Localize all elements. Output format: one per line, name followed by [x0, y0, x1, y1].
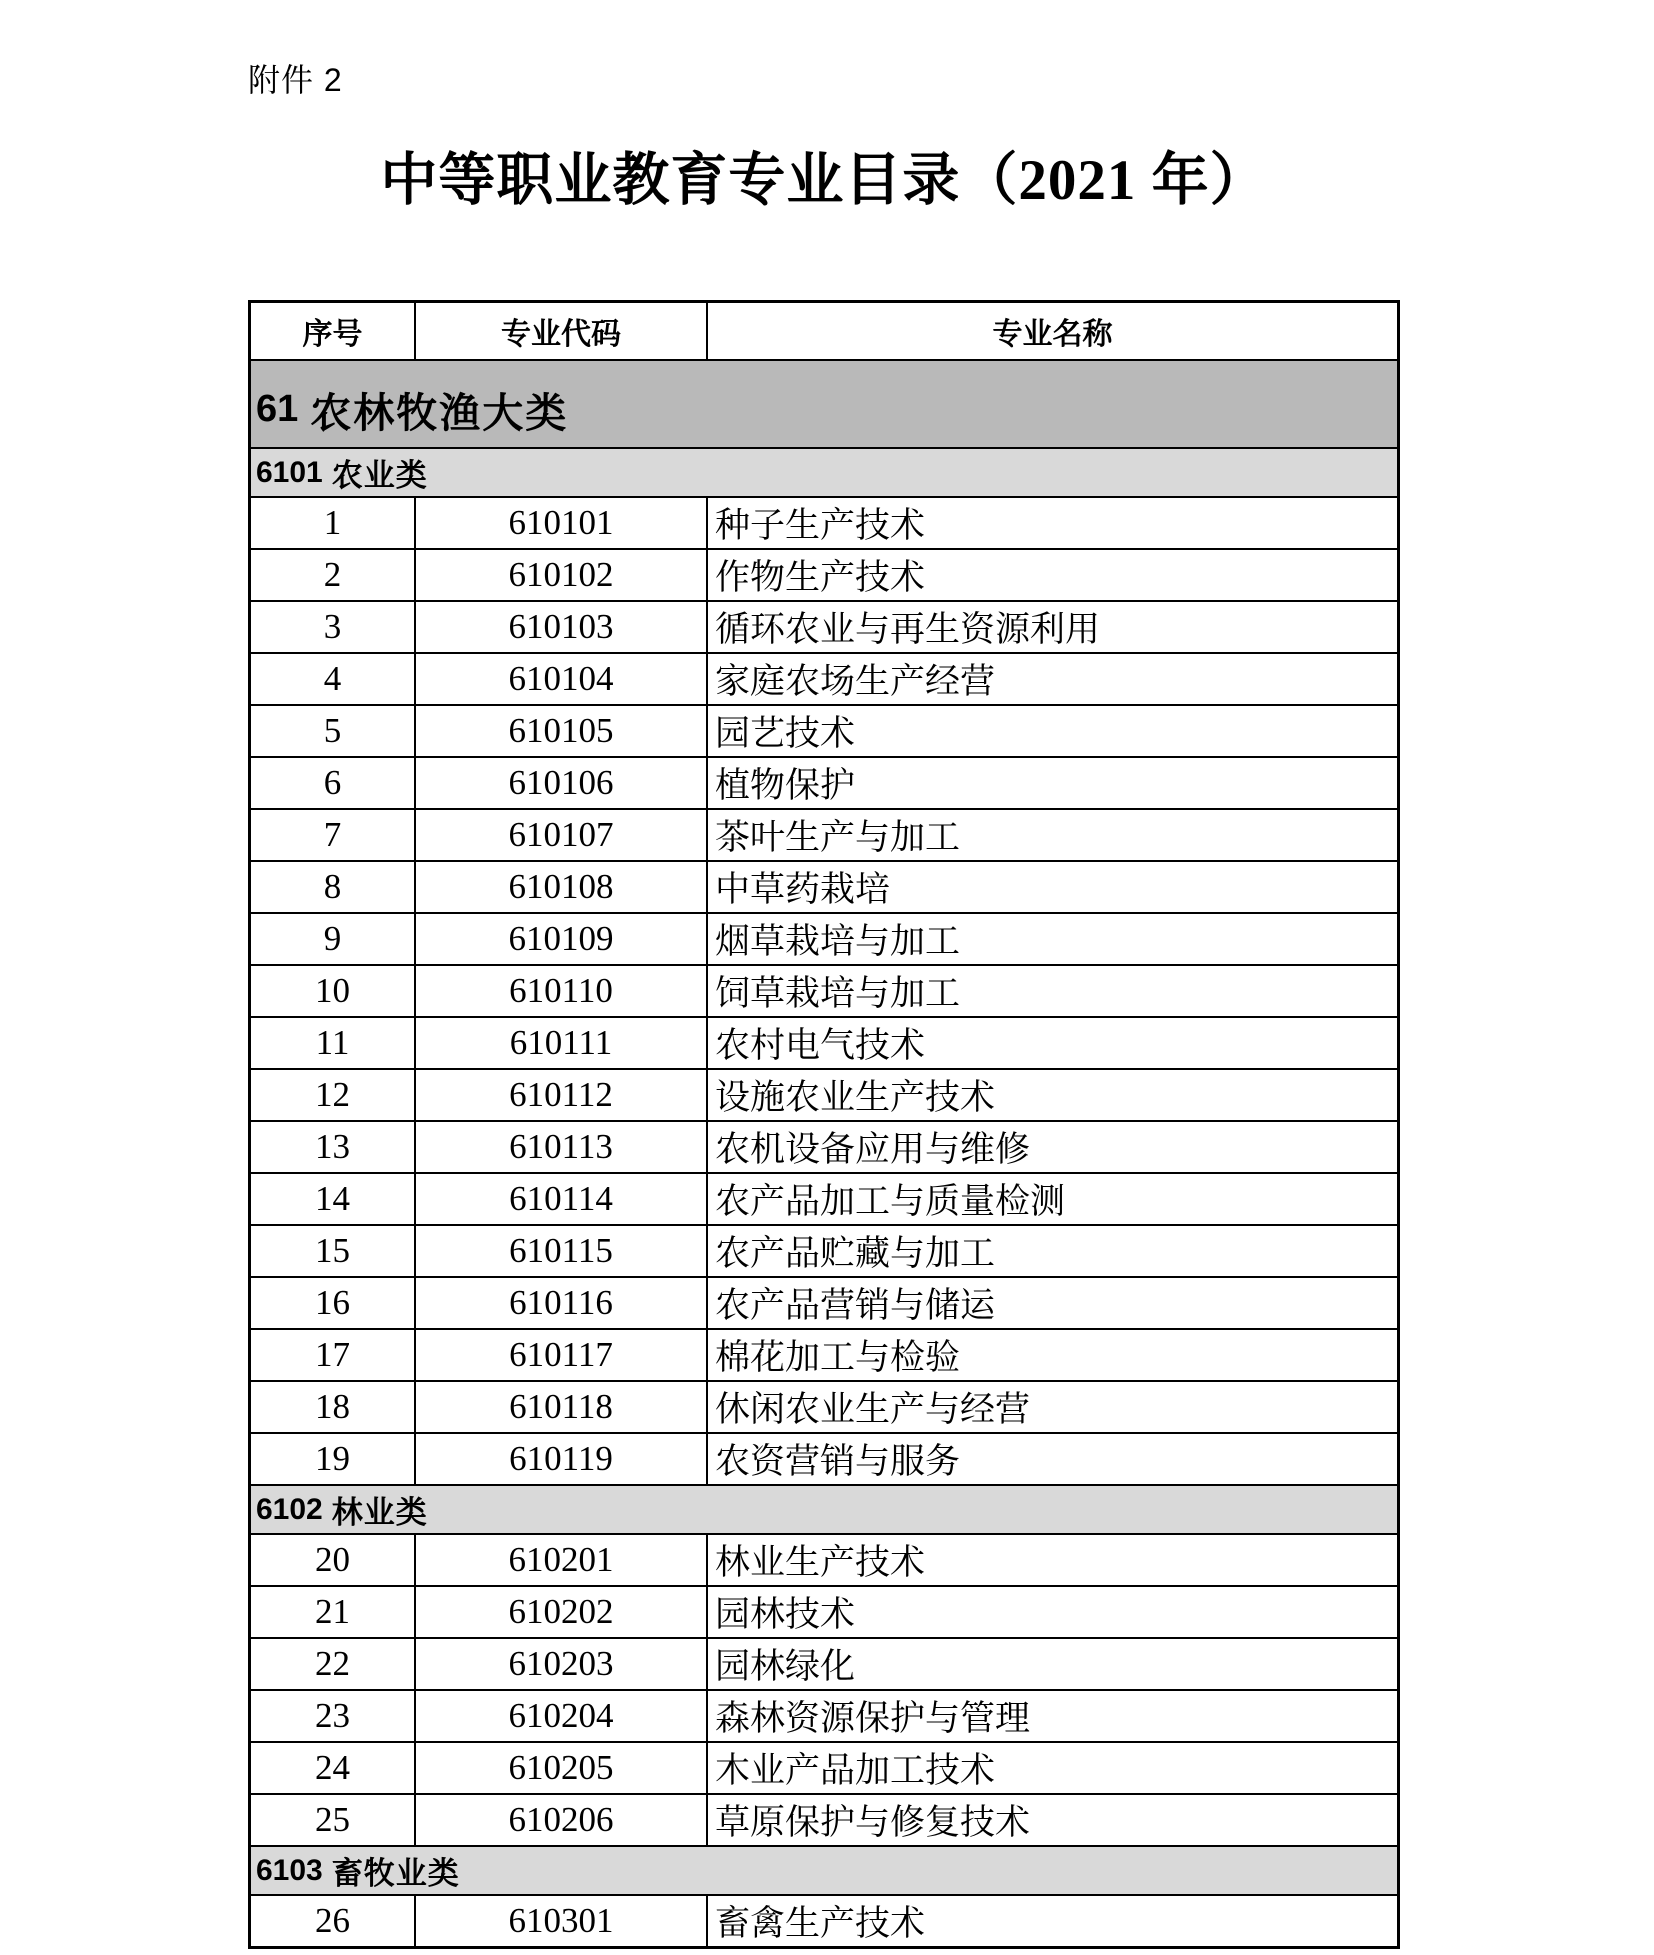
- code-cell: 610106: [414, 758, 706, 808]
- band-cell: [251, 1486, 1397, 1533]
- name-cell: 休闲农业生产与经营: [706, 1382, 1397, 1432]
- serial-cell: 5: [323, 711, 342, 750]
- table-row: [251, 964, 1397, 1016]
- table-row: [251, 1637, 1397, 1689]
- code-cell: 610114: [414, 1174, 706, 1224]
- category-band: [251, 359, 1397, 447]
- table-row: [251, 704, 1397, 756]
- table-row: [251, 496, 1397, 548]
- band-code: 6102: [256, 1492, 323, 1526]
- table-row: [251, 1432, 1397, 1484]
- serial-cell: 11: [315, 1023, 350, 1062]
- serial-cell: 22: [315, 1644, 350, 1683]
- band-label: 农业类: [331, 458, 428, 493]
- code-cell: 610109: [414, 914, 706, 964]
- code-cell: 610115: [414, 1226, 706, 1276]
- table-row: [251, 1224, 1397, 1276]
- code-cell: 610102: [414, 550, 706, 600]
- band-cell: [251, 449, 1397, 496]
- header-code: 专业代码: [414, 303, 706, 359]
- name-cell: 草原保护与修复技术: [706, 1795, 1397, 1845]
- code-cell: 610202: [414, 1587, 706, 1637]
- name-cell: 农产品加工与质量检测: [706, 1174, 1397, 1224]
- band-label: 林业类: [331, 1495, 428, 1530]
- subcategory-band: [251, 1484, 1397, 1533]
- code-cell: 610203: [414, 1639, 706, 1689]
- name-cell: 种子生产技术: [706, 498, 1397, 548]
- name-cell: 家庭农场生产经营: [706, 654, 1397, 704]
- name-cell: 农产品营销与储运: [706, 1278, 1397, 1328]
- serial-cell: 18: [315, 1387, 350, 1426]
- serial-cell: 13: [315, 1127, 350, 1166]
- name-cell: 农机设备应用与维修: [706, 1122, 1397, 1172]
- serial-cell: 20: [315, 1540, 350, 1579]
- code-cell: 610101: [414, 498, 706, 548]
- name-cell: 森林资源保护与管理: [706, 1691, 1397, 1741]
- serial-cell: 21: [315, 1592, 350, 1631]
- name-cell: 园艺技术: [706, 706, 1397, 756]
- name-cell: 园林技术: [706, 1587, 1397, 1637]
- band-label: 农林牧渔大类: [310, 389, 569, 436]
- code-cell: 610204: [414, 1691, 706, 1741]
- code-cell: 610116: [414, 1278, 706, 1328]
- header-serial: 序号: [302, 318, 363, 351]
- code-cell: 610103: [414, 602, 706, 652]
- band-cell: [251, 361, 1397, 447]
- name-cell: 茶叶生产与加工: [706, 810, 1397, 860]
- serial-cell: 15: [315, 1231, 350, 1270]
- serial-cell: 14: [315, 1179, 350, 1218]
- table-row: [251, 1016, 1397, 1068]
- serial-cell: 12: [315, 1075, 350, 1114]
- table-row: [251, 1533, 1397, 1585]
- attachment-label: 附件 2: [248, 62, 343, 98]
- code-cell: 610107: [414, 810, 706, 860]
- name-cell: 农村电气技术: [706, 1018, 1397, 1068]
- serial-cell: 9: [323, 919, 342, 958]
- header-name: 专业名称: [706, 303, 1397, 359]
- serial-cell: 23: [315, 1696, 350, 1735]
- name-cell: 木业产品加工技术: [706, 1743, 1397, 1793]
- name-cell: 农资营销与服务: [706, 1434, 1397, 1484]
- table-row: [251, 1741, 1397, 1793]
- band-code: 6103: [256, 1853, 323, 1887]
- code-cell: 610205: [414, 1743, 706, 1793]
- table-row: [251, 808, 1397, 860]
- table-row: [251, 1276, 1397, 1328]
- table-row: [251, 860, 1397, 912]
- table-row: [251, 1172, 1397, 1224]
- name-cell: 设施农业生产技术: [706, 1070, 1397, 1120]
- table-row: [251, 1585, 1397, 1637]
- code-cell: 610104: [414, 654, 706, 704]
- serial-cell: 4: [323, 659, 342, 698]
- name-cell: 植物保护: [706, 758, 1397, 808]
- code-cell: 610108: [414, 862, 706, 912]
- code-cell: 610105: [414, 706, 706, 756]
- subcategory-band: [251, 1845, 1397, 1894]
- band-label: 畜牧业类: [331, 1856, 460, 1891]
- code-cell: 610301: [414, 1896, 706, 1946]
- subcategory-band: [251, 447, 1397, 496]
- table-row: [251, 912, 1397, 964]
- serial-cell: 3: [323, 607, 342, 646]
- code-cell: 610111: [414, 1018, 706, 1068]
- name-cell: 园林绿化: [706, 1639, 1397, 1689]
- name-cell: 饲草栽培与加工: [706, 966, 1397, 1016]
- table-header-row: [251, 303, 1397, 359]
- table-row: [251, 1793, 1397, 1845]
- band-code: 61: [256, 387, 299, 430]
- table-row: [251, 1068, 1397, 1120]
- serial-cell: 17: [315, 1335, 350, 1374]
- table-row: [251, 600, 1397, 652]
- serial-cell: 1: [323, 503, 342, 542]
- code-cell: 610117: [414, 1330, 706, 1380]
- table-row: [251, 1689, 1397, 1741]
- serial-cell: 8: [323, 867, 342, 906]
- name-cell: 作物生产技术: [706, 550, 1397, 600]
- serial-cell: 24: [315, 1748, 350, 1787]
- serial-cell: 26: [315, 1901, 350, 1940]
- name-cell: 中草药栽培: [706, 862, 1397, 912]
- name-cell: 畜禽生产技术: [706, 1896, 1397, 1946]
- document-title: 中等职业教育专业目录（2021 年）: [380, 149, 1268, 212]
- serial-cell: 7: [323, 815, 342, 854]
- serial-cell: 25: [315, 1800, 350, 1839]
- table-row: [251, 1120, 1397, 1172]
- table-row: [251, 652, 1397, 704]
- code-cell: 610118: [414, 1382, 706, 1432]
- band-cell: [251, 1847, 1397, 1894]
- code-cell: 610110: [414, 966, 706, 1016]
- name-cell: 棉花加工与检验: [706, 1330, 1397, 1380]
- name-cell: 烟草栽培与加工: [706, 914, 1397, 964]
- serial-cell: 6: [323, 763, 342, 802]
- name-cell: 农产品贮藏与加工: [706, 1226, 1397, 1276]
- serial-cell: 2: [323, 555, 342, 594]
- code-cell: 610113: [414, 1122, 706, 1172]
- serial-cell: 16: [315, 1283, 350, 1322]
- band-code: 6101: [256, 455, 323, 489]
- catalog-table: [248, 300, 1400, 1949]
- code-cell: 610206: [414, 1795, 706, 1845]
- code-cell: 610201: [414, 1535, 706, 1585]
- table-row: [251, 1328, 1397, 1380]
- code-cell: 610119: [414, 1434, 706, 1484]
- serial-cell: 19: [315, 1439, 350, 1478]
- table-row: [251, 1894, 1397, 1946]
- code-cell: 610112: [414, 1070, 706, 1120]
- table-row: [251, 756, 1397, 808]
- serial-cell: 10: [315, 971, 350, 1010]
- name-cell: 林业生产技术: [706, 1535, 1397, 1585]
- table-row: [251, 1380, 1397, 1432]
- table-row: [251, 548, 1397, 600]
- name-cell: 循环农业与再生资源利用: [706, 602, 1397, 652]
